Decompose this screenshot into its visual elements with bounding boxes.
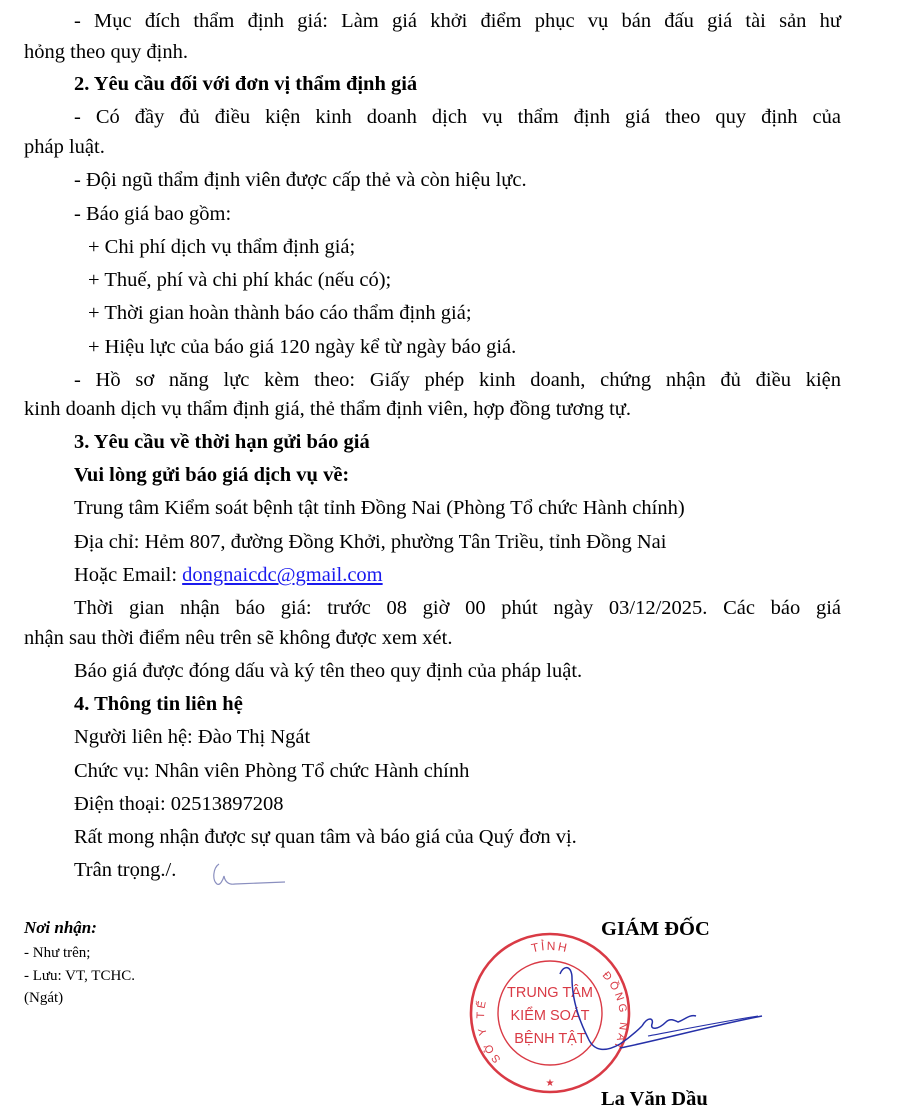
- body-line-phone: Điện thoại: 02513897208: [74, 793, 284, 815]
- stamp-top-text: TỈNH: [529, 938, 571, 956]
- section-heading-3: 3. Yêu cầu về thời hạn gửi báo giá: [74, 431, 370, 453]
- recipients-title: Nơi nhận:: [24, 918, 97, 937]
- signature-title: GIÁM ĐỐC: [601, 918, 710, 940]
- body-line-closing: Rất mong nhận được sự quan tâm và báo giá của Quý đơn vị.: [74, 826, 577, 848]
- recipient-item: - Như trên;: [24, 945, 91, 961]
- body-line-purpose-cont: hỏng theo quy định.: [24, 41, 188, 63]
- recipient-item: - Lưu: VT, TCHC.: [24, 968, 136, 984]
- body-line-email: [74, 562, 383, 588]
- stamp-line-2: KIỂM SOÁT: [510, 1008, 590, 1024]
- body-line-deadline: Thời gian nhận báo giá: trước 08 giờ 00 phút ngày 03/12/2025. Các báo giá: [74, 597, 841, 619]
- body-line-purpose: - Mục đích thẩm định giá: Làm giá khởi điểm phục vụ bán đấu giá tài sản hư: [74, 10, 841, 32]
- body-line-staff: - Đội ngũ thẩm định viên được cấp thẻ và còn hiệu lực.: [74, 169, 527, 191]
- body-line-deadline-cont: nhận sau thời điểm nêu trên sẽ không được xem xét.: [24, 627, 453, 649]
- stamp-right-text: ĐỒNG NAI: [599, 969, 630, 1052]
- initial-mark-icon: [205, 858, 290, 892]
- body-line-stamp-note: Báo giá được đóng dấu và ký tên theo quy định của pháp luật.: [74, 660, 583, 682]
- email-link[interactable]: dongnaicdc@gmail.com: [182, 564, 383, 586]
- body-line-profile: - Hồ sơ năng lực kèm theo: Giấy phép kinh doanh, chứng nhận đủ điều kiện: [74, 369, 841, 391]
- stamp-left-text: SỞ Y TẾ: [475, 997, 504, 1065]
- stamp-line-3: BỆNH TẬT: [514, 1031, 586, 1047]
- section-heading-4: 4. Thông tin liên hệ: [74, 693, 243, 715]
- section-heading-2: 2. Yêu cầu đối với đơn vị thẩm định giá: [74, 73, 418, 95]
- stamp-line-1: TRUNG TÂM: [507, 985, 593, 1001]
- email-label: Hoặc Email:: [74, 564, 183, 586]
- svg-text:TỈNH: [530, 938, 570, 955]
- body-line-address: Địa chỉ: Hẻm 807, đường Đồng Khởi, phường Tân Triều, tỉnh Đồng Nai: [74, 531, 667, 553]
- list-item-cost: + Chi phí dịch vụ thẩm định giá;: [88, 236, 356, 258]
- body-line-condition-cont: pháp luật.: [24, 136, 105, 158]
- svg-text:★: ★: [545, 1078, 555, 1089]
- list-item-time: + Thời gian hoàn thành báo cáo thẩm định giá;: [88, 302, 472, 324]
- body-line-contact-person: Người liên hệ: Đào Thị Ngát: [74, 726, 311, 748]
- body-line-quote-includes: - Báo giá bao gồm:: [74, 203, 232, 225]
- list-item-validity: + Hiệu lực của báo giá 120 ngày kể từ ngày báo giá.: [88, 336, 517, 358]
- list-item-tax: + Thuế, phí và chi phí khác (nếu có);: [88, 269, 392, 291]
- body-line-regards: Trân trọng./.: [74, 859, 177, 881]
- body-line-profile-cont: kinh doanh dịch vụ thẩm định giá, thẻ thẩm định viên, hợp đồng tương tự.: [24, 398, 632, 420]
- handwritten-signature-icon: [520, 960, 780, 1070]
- body-line-recipient-org: Trung tâm Kiểm soát bệnh tật tỉnh Đồng Nai (Phòng Tổ chức Hành chính): [74, 497, 685, 519]
- section-subheading: Vui lòng gửi báo giá dịch vụ về:: [74, 464, 350, 486]
- signatory-name: La Văn Dầu: [601, 1088, 708, 1110]
- recipient-item: (Ngát): [24, 990, 64, 1006]
- body-line-condition: - Có đầy đủ điều kiện kinh doanh dịch vụ thẩm định giá theo quy định của: [74, 106, 841, 128]
- body-line-position: Chức vụ: Nhân viên Phòng Tổ chức Hành chính: [74, 760, 470, 782]
